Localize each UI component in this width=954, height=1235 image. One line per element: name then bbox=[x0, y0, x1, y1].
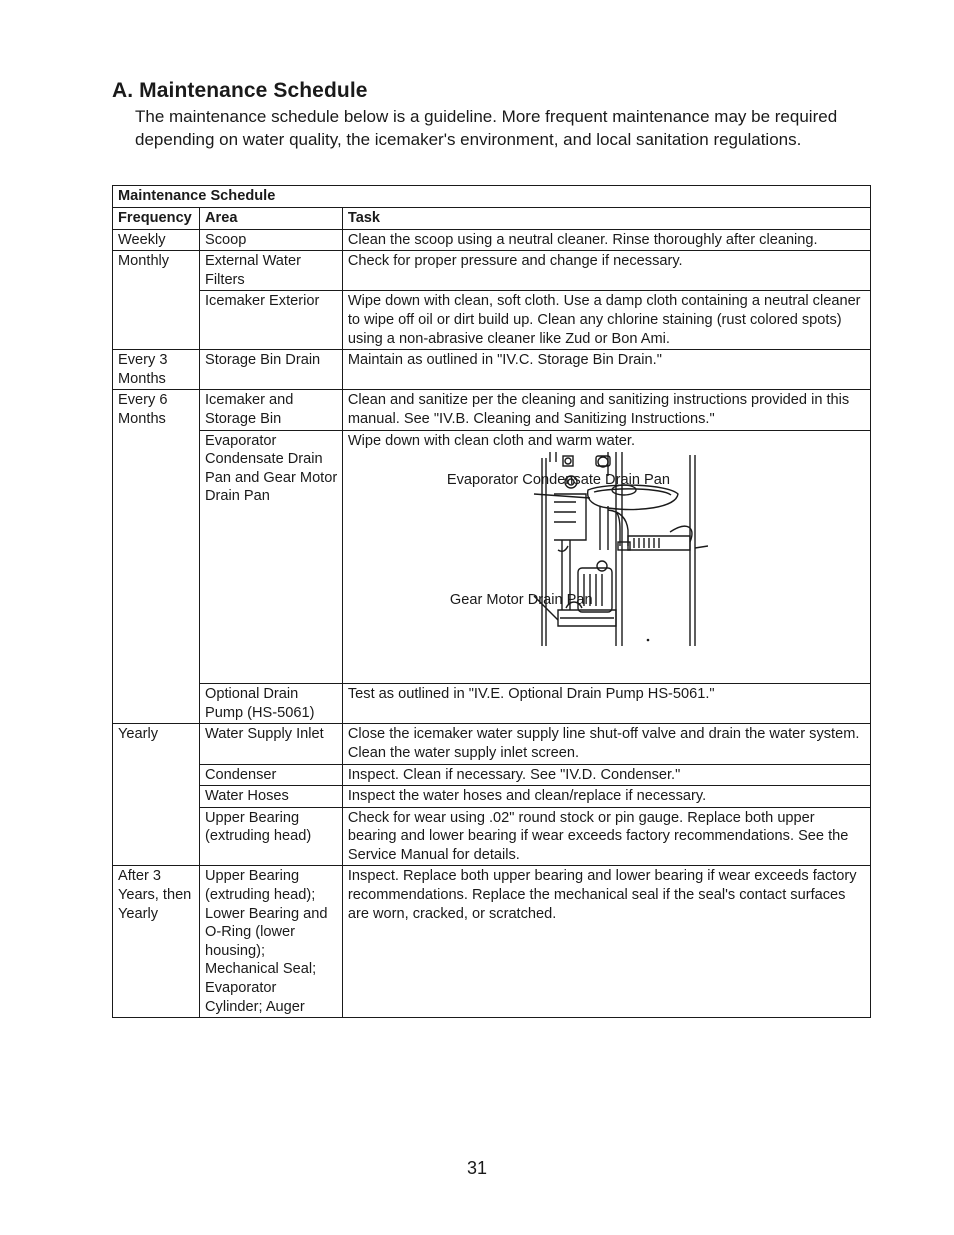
task-cell-text: Wipe down with clean cloth and warm water. bbox=[347, 432, 636, 449]
label-gear-motor-drain-pan: Gear Motor Drain Pan bbox=[449, 592, 593, 609]
column-header-frequency: Frequency bbox=[113, 208, 200, 230]
table-row bbox=[113, 866, 871, 1018]
label-evaporator-condensate-drain-pan: Evaporator Condensate Drain Pan bbox=[446, 472, 670, 489]
task-cell: Inspect. Clean if necessary. See "IV.D. Condenser." bbox=[342, 764, 870, 786]
area-cell: Optional Drain Pump (HS-5061) bbox=[199, 684, 342, 724]
section-heading: A. Maintenance Schedule bbox=[112, 79, 368, 102]
frequency-cell-empty bbox=[113, 764, 200, 786]
frequency-cell-empty bbox=[113, 807, 200, 866]
table-row bbox=[113, 291, 871, 350]
area-cell: Icemaker Exterior bbox=[199, 291, 342, 350]
area-cell: Water Hoses bbox=[199, 786, 342, 808]
task-cell: Wipe down with clean, soft cloth. Use a damp cloth containing a neutral cleaner to wipe off oil or dirt build up. Clean any chlorine staining (rust colored spots) using a non-abrasive cleaner like Zud or Bon Ami. bbox=[342, 291, 870, 350]
intro-paragraph: The maintenance schedule below is a guideline. More frequent maintenance may be required depending on water quality, the icemaker's environment, and local sanitation regulations. bbox=[135, 107, 838, 149]
table-row bbox=[113, 390, 871, 430]
table-row bbox=[113, 764, 871, 786]
task-cell-with-figure bbox=[342, 430, 870, 684]
task-cell: Check for wear using .02" round stock or pin gauge. Replace both upper bearing and lower bearing if wear exceeds factory recommendations. See the Service Manual for details. bbox=[342, 807, 870, 866]
icemaker-drain-pan-illustration bbox=[438, 450, 708, 646]
task-cell: Clean and sanitize per the cleaning and sanitizing instructions provided in this manual. See "IV.B. Cleaning and Sanitizing Instructions." bbox=[342, 390, 870, 430]
column-header-area: Area bbox=[199, 208, 342, 230]
table-row bbox=[113, 724, 871, 764]
frequency-cell-empty bbox=[113, 786, 200, 808]
task-cell: Check for proper pressure and change if necessary. bbox=[342, 251, 870, 291]
page-number: 31 bbox=[466, 1158, 488, 1178]
area-cell: Icemaker and Storage Bin bbox=[199, 390, 342, 430]
frequency-cell: Every 3 Months bbox=[113, 350, 200, 390]
table-row bbox=[113, 786, 871, 808]
task-cell: Test as outlined in "IV.E. Optional Drain Pump HS-5061." bbox=[342, 684, 870, 724]
area-cell: Storage Bin Drain bbox=[199, 350, 342, 390]
task-cell: Close the icemaker water supply line shut-off valve and drain the water system. Clean the water supply inlet screen. bbox=[342, 724, 870, 764]
area-cell: External Water Filters bbox=[199, 251, 342, 291]
area-cell: Water Supply Inlet bbox=[199, 724, 342, 764]
table-row bbox=[113, 229, 871, 251]
drain-pan-figure bbox=[348, 450, 866, 682]
table-row bbox=[113, 807, 871, 866]
area-cell: Evaporator Condensate Drain Pan and Gear Motor Drain Pan bbox=[199, 430, 342, 684]
table-row bbox=[113, 430, 871, 684]
area-cell: Upper Bearing (extruding head) bbox=[199, 807, 342, 866]
frequency-cell-empty bbox=[113, 684, 200, 724]
task-cell: Inspect the water hoses and clean/replace if necessary. bbox=[342, 786, 870, 808]
column-header-task: Task bbox=[342, 208, 870, 230]
table-row bbox=[113, 350, 871, 390]
task-cell: Clean the scoop using a neutral cleaner. Rinse thoroughly after cleaning. bbox=[342, 229, 870, 251]
task-cell: Maintain as outlined in "IV.C. Storage Bin Drain." bbox=[342, 350, 870, 390]
table-caption: Maintenance Schedule bbox=[113, 186, 871, 208]
area-cell: Scoop bbox=[199, 229, 342, 251]
maintenance-schedule-table bbox=[112, 185, 871, 1018]
area-cell: Upper Bearing (extruding head); Lower Bearing and O-Ring (lower housing); Mechanical Seal; Evaporator Cylinder; Auger bbox=[199, 866, 342, 1018]
table-row bbox=[113, 251, 871, 291]
table-row bbox=[113, 684, 871, 724]
frequency-cell: Every 6 Months bbox=[113, 390, 200, 430]
task-cell: Inspect. Replace both upper bearing and lower bearing if wear exceeds factory recommendations. Replace the mechanical seal if the seal's contact surfaces are worn, cracked, or scratched. bbox=[342, 866, 870, 1018]
frequency-cell: Monthly bbox=[113, 251, 200, 291]
frequency-cell-empty bbox=[113, 430, 200, 684]
frequency-cell: Weekly bbox=[113, 229, 200, 251]
area-cell: Condenser bbox=[199, 764, 342, 786]
frequency-cell-empty bbox=[113, 291, 200, 350]
frequency-cell: After 3 Years, then Yearly bbox=[113, 866, 200, 1018]
frequency-cell: Yearly bbox=[113, 724, 200, 764]
